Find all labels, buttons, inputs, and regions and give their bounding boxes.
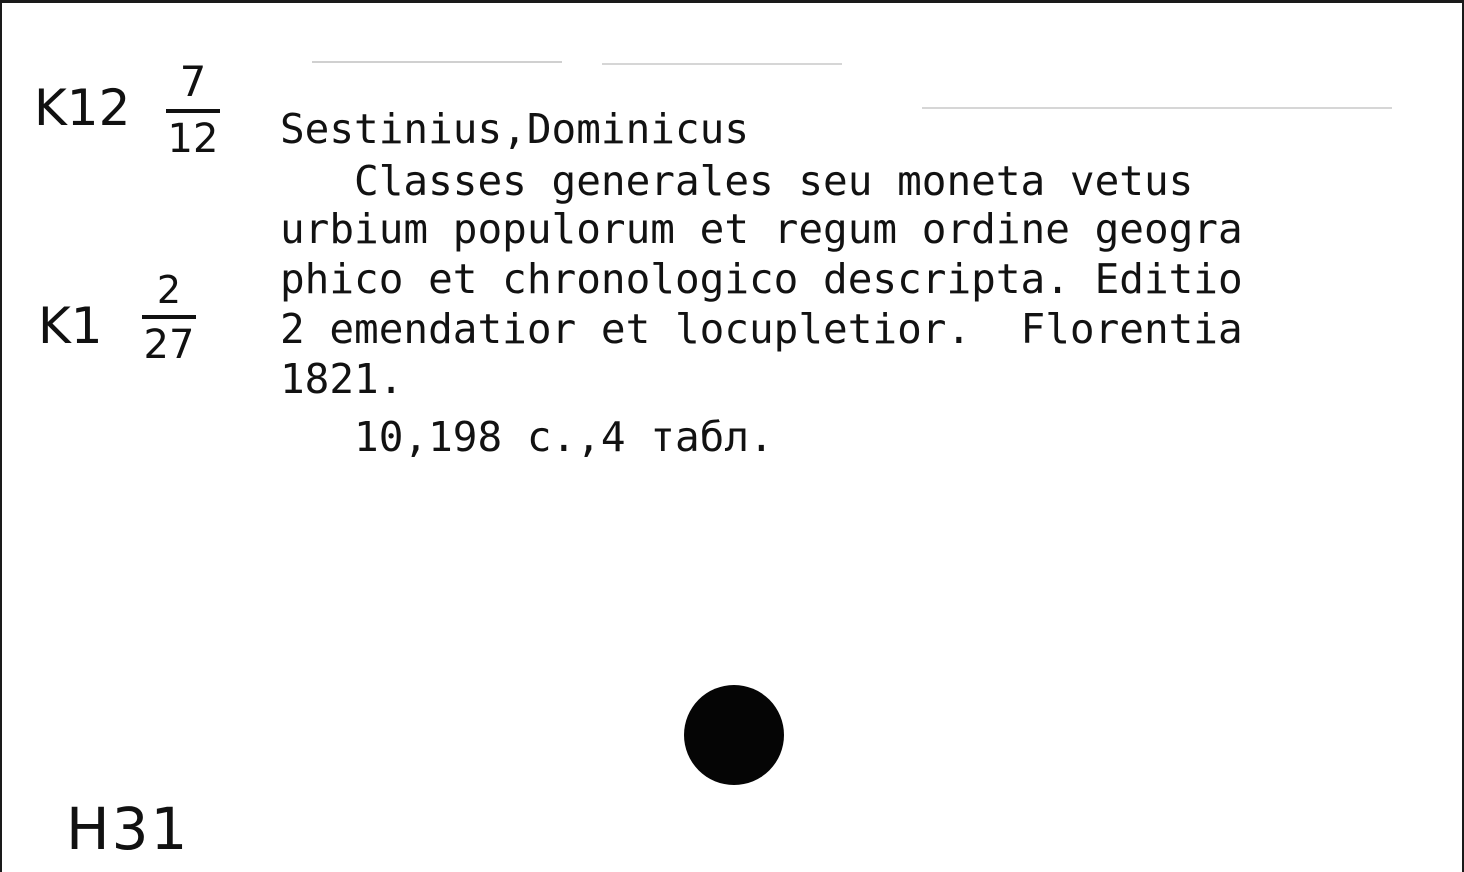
entry-collation: 10,198 c.,4 табл. [280, 413, 774, 461]
inventory-mark: H31 [66, 795, 190, 863]
call-number-2-numerator: 2 [156, 268, 182, 312]
faint-mark [602, 63, 842, 65]
call-number-2-fraction [134, 268, 204, 368]
entry-title-line: Classes generales seu moneta vetus [280, 157, 1194, 205]
faint-mark [312, 61, 562, 63]
entry-title-line: urbium populorum et regum ordine geogra [280, 205, 1243, 253]
call-number-2-denominator: 27 [143, 322, 195, 368]
call-number-1-denominator: 12 [167, 116, 219, 162]
faint-mark [922, 107, 1392, 109]
punch-hole [684, 685, 784, 785]
call-number-1-numerator: 7 [179, 57, 207, 106]
fraction-bar [142, 315, 196, 319]
entry-title-line: phico et chronologico descripta. Editio [280, 255, 1243, 303]
entry-year: 1821. [280, 355, 404, 403]
call-number-2-prefix: K1 [38, 297, 103, 355]
entry-author: Sestinius,Dominicus [280, 105, 749, 153]
entry-edition-line: 2 emendatior et locupletior. Florentia [280, 305, 1243, 353]
call-number-1-prefix: K12 [34, 79, 131, 137]
call-number-1-fraction [158, 57, 228, 162]
fraction-bar [166, 109, 220, 113]
